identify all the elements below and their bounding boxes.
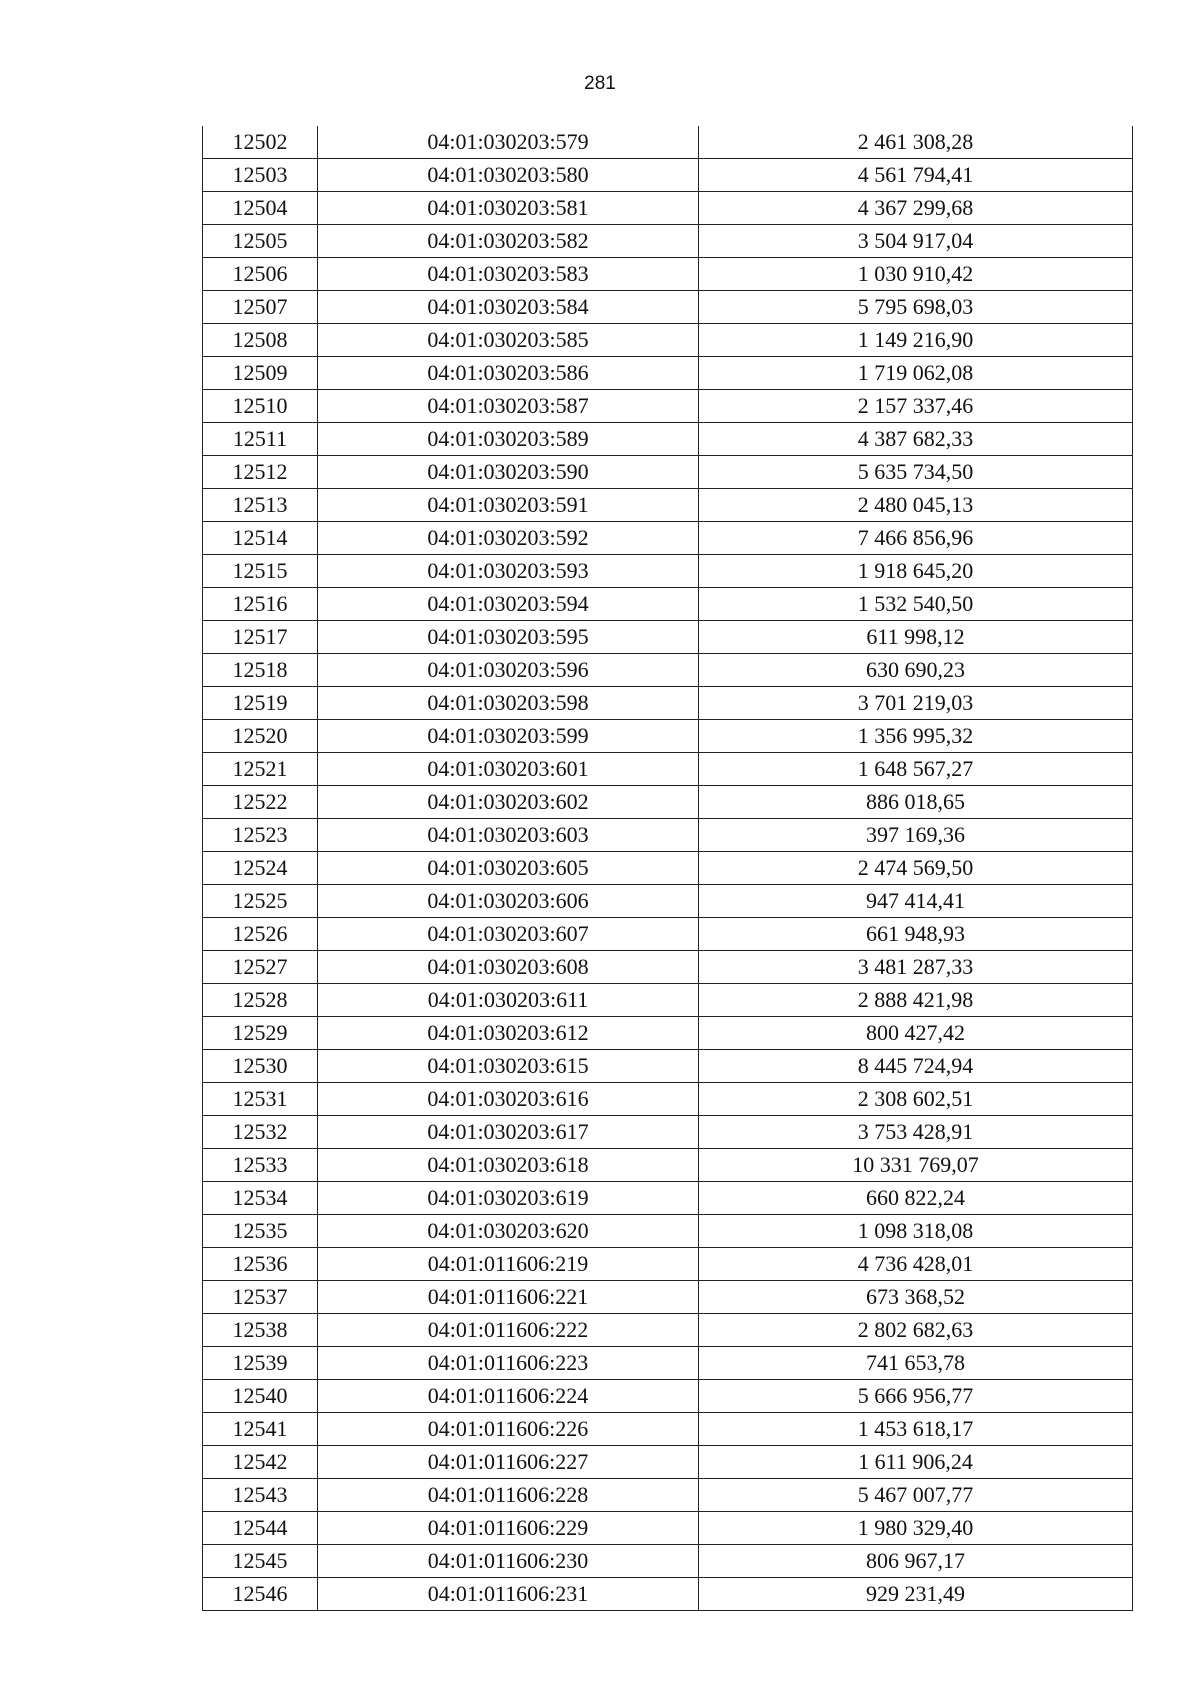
row-number-cell: 12546 (203, 1578, 318, 1611)
row-number-cell: 12536 (203, 1248, 318, 1281)
cadastral-value-cell: 1 648 567,27 (699, 753, 1133, 786)
cadastral-value-cell: 1 719 062,08 (699, 357, 1133, 390)
cadastral-value-cell: 886 018,65 (699, 786, 1133, 819)
row-number-cell: 12506 (203, 258, 318, 291)
row-number-cell: 12504 (203, 192, 318, 225)
cadastral-value-cell: 2 480 045,13 (699, 489, 1133, 522)
row-number-cell: 12515 (203, 555, 318, 588)
table-row (203, 885, 1133, 918)
table-row (203, 192, 1133, 225)
cadastral-number-cell: 04:01:030203:620 (318, 1215, 699, 1248)
cadastral-value-cell: 4 367 299,68 (699, 192, 1133, 225)
cadastral-number-cell: 04:01:030203:611 (318, 984, 699, 1017)
table-row (203, 1050, 1133, 1083)
cadastral-value-cell: 8 445 724,94 (699, 1050, 1133, 1083)
cadastral-value-cell: 2 802 682,63 (699, 1314, 1133, 1347)
cadastral-number-cell: 04:01:011606:219 (318, 1248, 699, 1281)
table-row (203, 1149, 1133, 1182)
cadastral-value-cell: 2 157 337,46 (699, 390, 1133, 423)
cadastral-number-cell: 04:01:030203:590 (318, 456, 699, 489)
table-row (203, 357, 1133, 390)
cadastral-value-cell: 1 918 645,20 (699, 555, 1133, 588)
row-number-cell: 12535 (203, 1215, 318, 1248)
cadastral-number-cell: 04:01:030203:603 (318, 819, 699, 852)
cadastral-number-cell: 04:01:030203:599 (318, 720, 699, 753)
table-row (203, 1479, 1133, 1512)
table-row (203, 555, 1133, 588)
cadastral-number-cell: 04:01:011606:221 (318, 1281, 699, 1314)
table-row (203, 258, 1133, 291)
row-number-cell: 12524 (203, 852, 318, 885)
table-row (203, 1281, 1133, 1314)
row-number-cell: 12518 (203, 654, 318, 687)
cadastral-value-cell: 5 666 956,77 (699, 1380, 1133, 1413)
row-number-cell: 12513 (203, 489, 318, 522)
cadastral-value-cell: 630 690,23 (699, 654, 1133, 687)
row-number-cell: 12528 (203, 984, 318, 1017)
cadastral-value-cell: 947 414,41 (699, 885, 1133, 918)
cadastral-value-cell: 2 888 421,98 (699, 984, 1133, 1017)
cadastral-value-cell: 660 822,24 (699, 1182, 1133, 1215)
cadastral-value-cell: 5 635 734,50 (699, 456, 1133, 489)
cadastral-number-cell: 04:01:030203:601 (318, 753, 699, 786)
table-row (203, 522, 1133, 555)
cadastral-number-cell: 04:01:011606:229 (318, 1512, 699, 1545)
table-row (203, 1413, 1133, 1446)
row-number-cell: 12505 (203, 225, 318, 258)
cadastral-value-cell: 4 561 794,41 (699, 159, 1133, 192)
cadastral-number-cell: 04:01:030203:585 (318, 324, 699, 357)
cadastral-number-cell: 04:01:030203:580 (318, 159, 699, 192)
row-number-cell: 12533 (203, 1149, 318, 1182)
cadastral-number-cell: 04:01:030203:579 (318, 126, 699, 159)
cadastral-value-cell: 5 467 007,77 (699, 1479, 1133, 1512)
table-row (203, 1545, 1133, 1578)
cadastral-number-cell: 04:01:030203:586 (318, 357, 699, 390)
cadastral-number-cell: 04:01:011606:224 (318, 1380, 699, 1413)
row-number-cell: 12520 (203, 720, 318, 753)
cadastral-value-cell: 10 331 769,07 (699, 1149, 1133, 1182)
cadastral-value-cell: 3 753 428,91 (699, 1116, 1133, 1149)
row-number-cell: 12534 (203, 1182, 318, 1215)
cadastral-value-cell: 1 356 995,32 (699, 720, 1133, 753)
table-row (203, 819, 1133, 852)
cadastral-value-cell: 3 701 219,03 (699, 687, 1133, 720)
row-number-cell: 12517 (203, 621, 318, 654)
row-number-cell: 12511 (203, 423, 318, 456)
row-number-cell: 12521 (203, 753, 318, 786)
cadastral-value-table (202, 126, 1133, 1611)
cadastral-value-cell: 397 169,36 (699, 819, 1133, 852)
table-row (203, 720, 1133, 753)
cadastral-value-cell: 929 231,49 (699, 1578, 1133, 1611)
row-number-cell: 12509 (203, 357, 318, 390)
table-row (203, 1215, 1133, 1248)
row-number-cell: 12507 (203, 291, 318, 324)
cadastral-number-cell: 04:01:011606:230 (318, 1545, 699, 1578)
table-row (203, 753, 1133, 786)
cadastral-value-cell: 3 504 917,04 (699, 225, 1133, 258)
table-row (203, 621, 1133, 654)
table-row (203, 951, 1133, 984)
table-row (203, 1017, 1133, 1050)
cadastral-number-cell: 04:01:030203:608 (318, 951, 699, 984)
table-row (203, 918, 1133, 951)
table-row (203, 1314, 1133, 1347)
row-number-cell: 12537 (203, 1281, 318, 1314)
table-row (203, 1578, 1133, 1611)
row-number-cell: 12544 (203, 1512, 318, 1545)
cadastral-number-cell: 04:01:030203:582 (318, 225, 699, 258)
row-number-cell: 12502 (203, 126, 318, 159)
cadastral-number-cell: 04:01:030203:589 (318, 423, 699, 456)
table-row (203, 1248, 1133, 1281)
row-number-cell: 12545 (203, 1545, 318, 1578)
row-number-cell: 12523 (203, 819, 318, 852)
table-row (203, 1347, 1133, 1380)
table-row (203, 291, 1133, 324)
cadastral-value-cell: 4 387 682,33 (699, 423, 1133, 456)
cadastral-number-cell: 04:01:011606:228 (318, 1479, 699, 1512)
row-number-cell: 12519 (203, 687, 318, 720)
cadastral-number-cell: 04:01:030203:606 (318, 885, 699, 918)
cadastral-value-cell: 741 653,78 (699, 1347, 1133, 1380)
cadastral-number-cell: 04:01:030203:584 (318, 291, 699, 324)
row-number-cell: 12525 (203, 885, 318, 918)
cadastral-value-cell: 4 736 428,01 (699, 1248, 1133, 1281)
table-row (203, 489, 1133, 522)
table-row (203, 786, 1133, 819)
cadastral-number-cell: 04:01:030203:587 (318, 390, 699, 423)
cadastral-value-cell: 1 030 910,42 (699, 258, 1133, 291)
row-number-cell: 12539 (203, 1347, 318, 1380)
cadastral-value-cell: 2 461 308,28 (699, 126, 1133, 159)
cadastral-number-cell: 04:01:030203:594 (318, 588, 699, 621)
cadastral-number-cell: 04:01:030203:591 (318, 489, 699, 522)
row-number-cell: 12532 (203, 1116, 318, 1149)
cadastral-number-cell: 04:01:030203:581 (318, 192, 699, 225)
cadastral-value-cell: 1 532 540,50 (699, 588, 1133, 621)
cadastral-value-cell: 1 149 216,90 (699, 324, 1133, 357)
row-number-cell: 12510 (203, 390, 318, 423)
table-row (203, 852, 1133, 885)
row-number-cell: 12530 (203, 1050, 318, 1083)
row-number-cell: 12516 (203, 588, 318, 621)
cadastral-number-cell: 04:01:030203:595 (318, 621, 699, 654)
table-row (203, 1083, 1133, 1116)
row-number-cell: 12538 (203, 1314, 318, 1347)
cadastral-value-cell: 806 967,17 (699, 1545, 1133, 1578)
table-row (203, 225, 1133, 258)
table-row (203, 1380, 1133, 1413)
cadastral-value-cell: 611 998,12 (699, 621, 1133, 654)
table-body (203, 126, 1133, 1611)
cadastral-value-cell: 5 795 698,03 (699, 291, 1133, 324)
table-row (203, 423, 1133, 456)
cadastral-number-cell: 04:01:030203:607 (318, 918, 699, 951)
cadastral-value-cell: 2 474 569,50 (699, 852, 1133, 885)
cadastral-value-cell: 1 453 618,17 (699, 1413, 1133, 1446)
cadastral-number-cell: 04:01:030203:617 (318, 1116, 699, 1149)
cadastral-value-cell: 7 466 856,96 (699, 522, 1133, 555)
cadastral-number-cell: 04:01:011606:226 (318, 1413, 699, 1446)
row-number-cell: 12526 (203, 918, 318, 951)
cadastral-value-cell: 1 611 906,24 (699, 1446, 1133, 1479)
table-row (203, 654, 1133, 687)
row-number-cell: 12503 (203, 159, 318, 192)
cadastral-number-cell: 04:01:030203:592 (318, 522, 699, 555)
cadastral-value-cell: 1 980 329,40 (699, 1512, 1133, 1545)
cadastral-number-cell: 04:01:030203:596 (318, 654, 699, 687)
table-row (203, 456, 1133, 489)
cadastral-number-cell: 04:01:030203:615 (318, 1050, 699, 1083)
table-row (203, 1116, 1133, 1149)
row-number-cell: 12543 (203, 1479, 318, 1512)
cadastral-value-cell: 673 368,52 (699, 1281, 1133, 1314)
cadastral-number-cell: 04:01:030203:612 (318, 1017, 699, 1050)
page-number: 281 (584, 73, 616, 94)
row-number-cell: 12531 (203, 1083, 318, 1116)
cadastral-value-cell: 3 481 287,33 (699, 951, 1133, 984)
table-row (203, 984, 1133, 1017)
cadastral-number-cell: 04:01:011606:222 (318, 1314, 699, 1347)
table-row (203, 588, 1133, 621)
cadastral-number-cell: 04:01:030203:583 (318, 258, 699, 291)
cadastral-value-cell: 1 098 318,08 (699, 1215, 1133, 1248)
cadastral-number-cell: 04:01:030203:619 (318, 1182, 699, 1215)
row-number-cell: 12512 (203, 456, 318, 489)
cadastral-value-cell: 661 948,93 (699, 918, 1133, 951)
row-number-cell: 12540 (203, 1380, 318, 1413)
table-row (203, 1446, 1133, 1479)
row-number-cell: 12514 (203, 522, 318, 555)
row-number-cell: 12508 (203, 324, 318, 357)
table-row (203, 1512, 1133, 1545)
cadastral-number-cell: 04:01:030203:598 (318, 687, 699, 720)
cadastral-value-cell: 2 308 602,51 (699, 1083, 1133, 1116)
cadastral-number-cell: 04:01:011606:227 (318, 1446, 699, 1479)
cadastral-number-cell: 04:01:030203:616 (318, 1083, 699, 1116)
row-number-cell: 12527 (203, 951, 318, 984)
table-row (203, 159, 1133, 192)
cadastral-value-cell: 800 427,42 (699, 1017, 1133, 1050)
table-row (203, 126, 1133, 159)
cadastral-number-cell: 04:01:030203:618 (318, 1149, 699, 1182)
row-number-cell: 12541 (203, 1413, 318, 1446)
row-number-cell: 12542 (203, 1446, 318, 1479)
table-row (203, 324, 1133, 357)
table-row (203, 390, 1133, 423)
cadastral-number-cell: 04:01:030203:593 (318, 555, 699, 588)
cadastral-number-cell: 04:01:011606:231 (318, 1578, 699, 1611)
table-row (203, 687, 1133, 720)
table-row (203, 1182, 1133, 1215)
cadastral-number-cell: 04:01:011606:223 (318, 1347, 699, 1380)
row-number-cell: 12522 (203, 786, 318, 819)
cadastral-number-cell: 04:01:030203:602 (318, 786, 699, 819)
cadastral-number-cell: 04:01:030203:605 (318, 852, 699, 885)
row-number-cell: 12529 (203, 1017, 318, 1050)
